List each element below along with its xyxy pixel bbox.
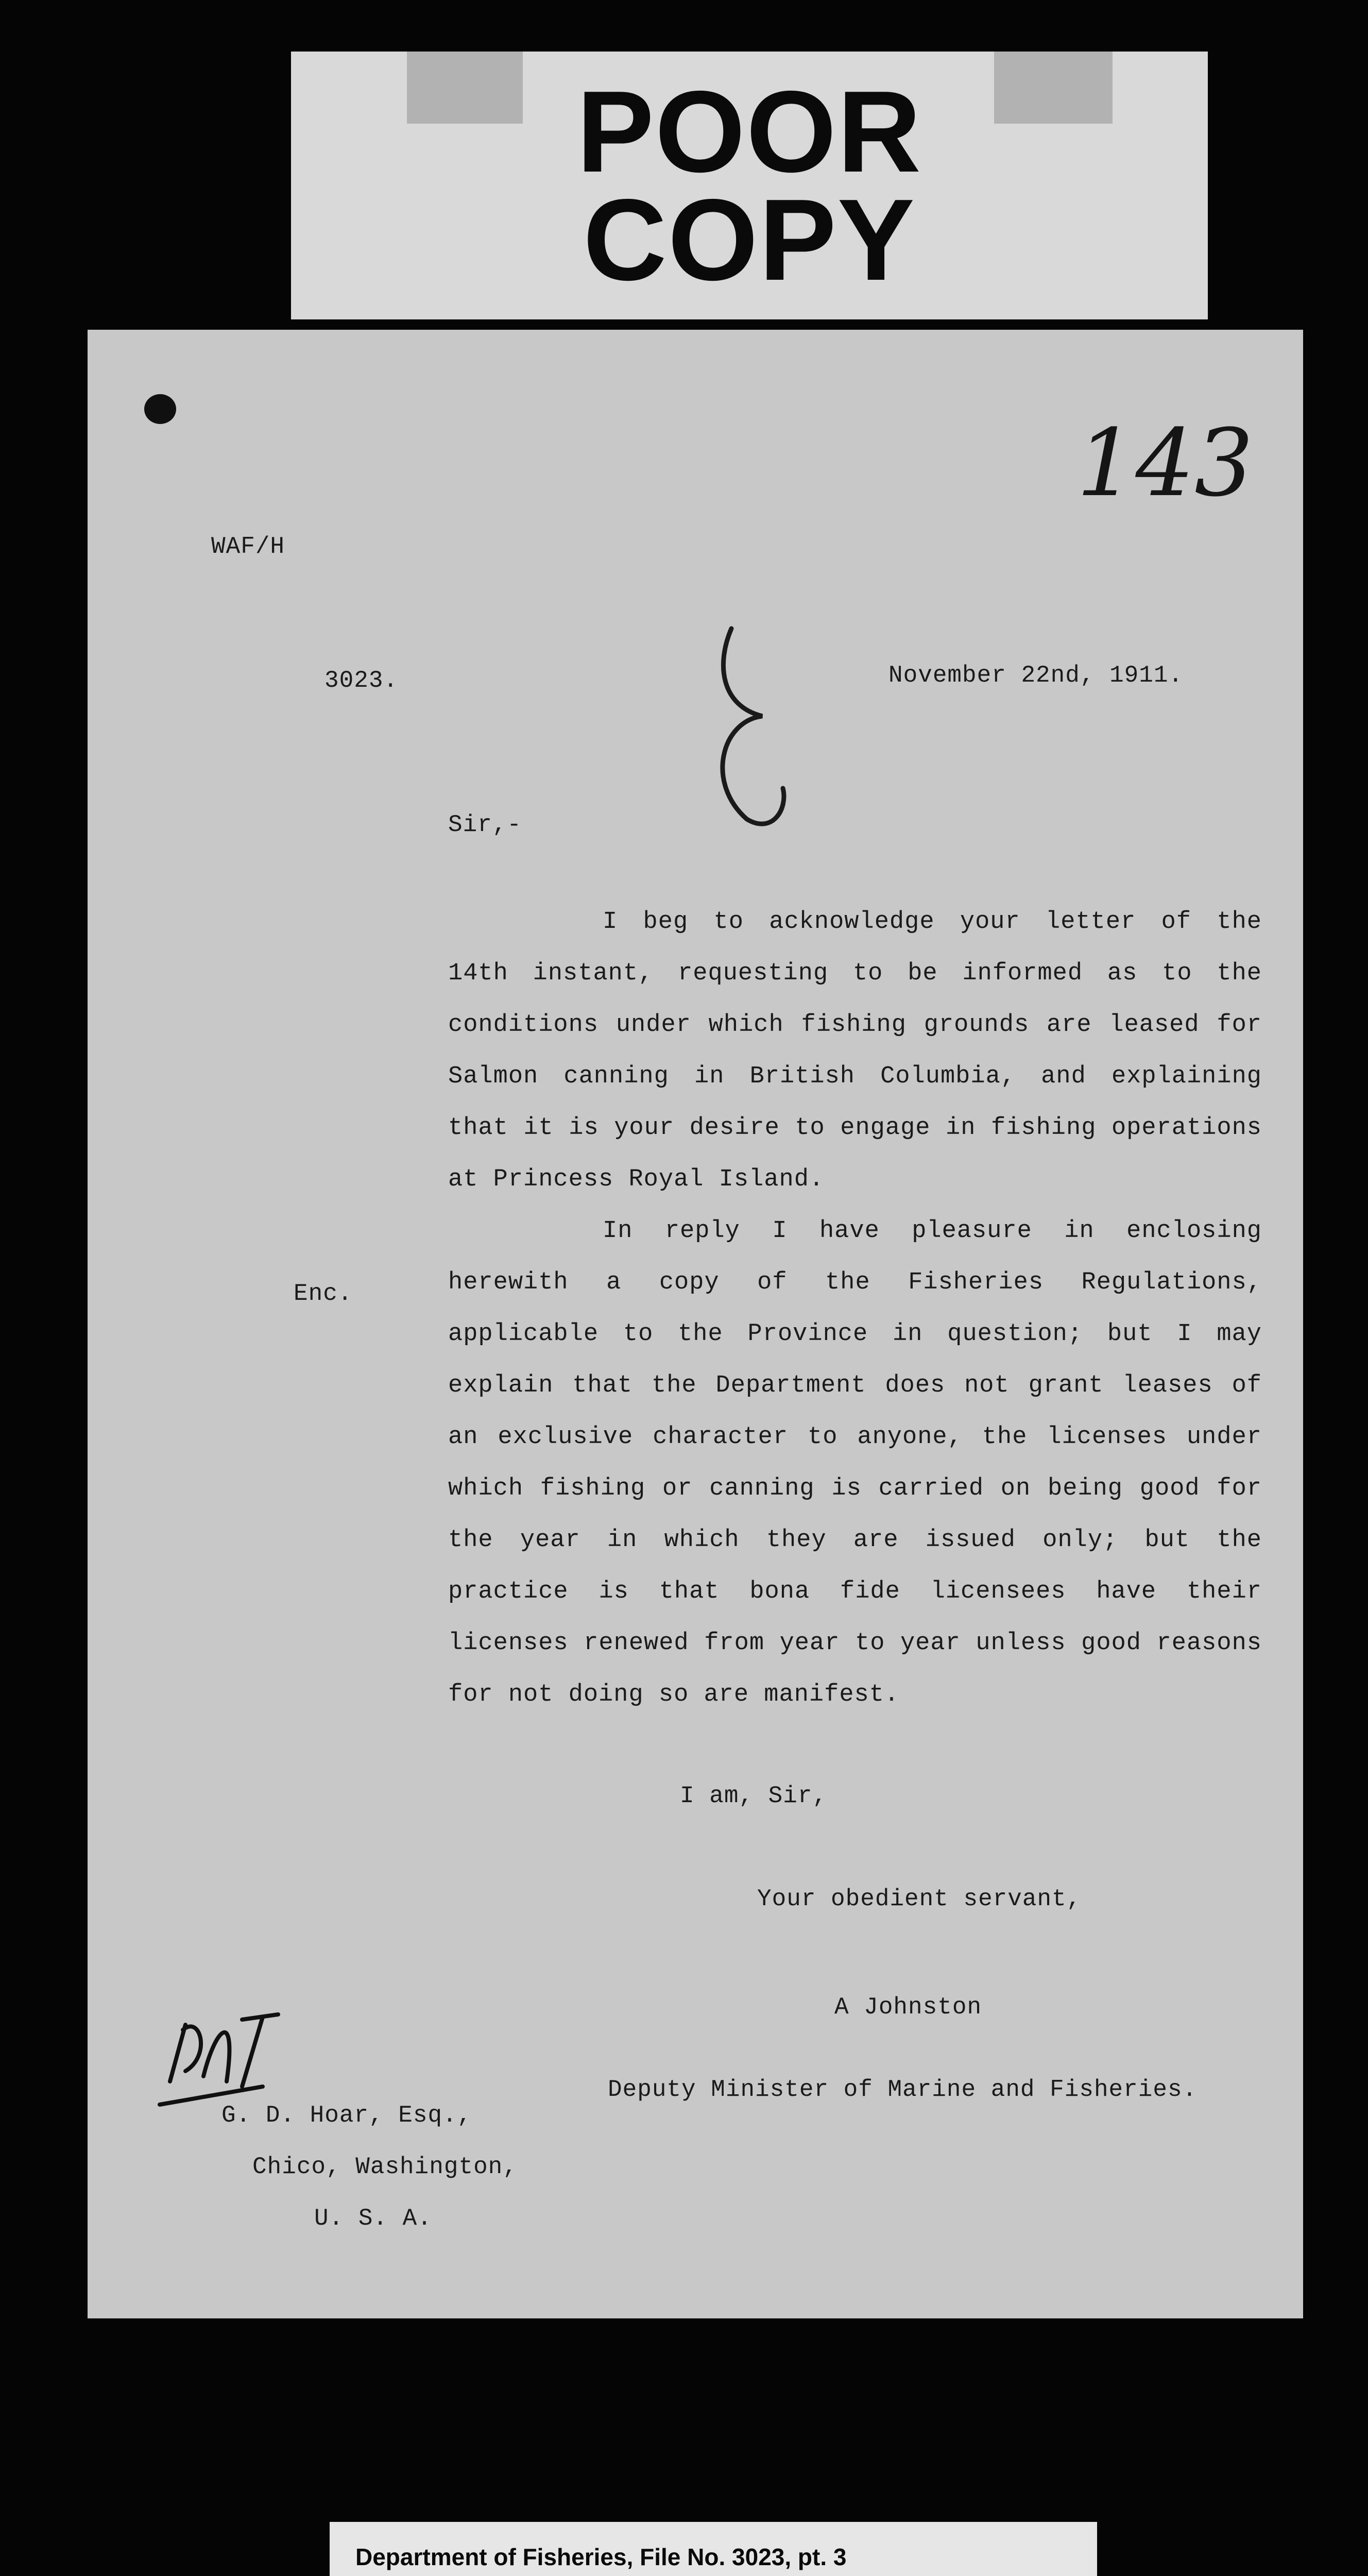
enclosure-note: Enc.: [294, 1280, 353, 1307]
folio-number: 143: [1076, 410, 1254, 517]
addressee-city: Chico, Washington,: [252, 2154, 518, 2180]
tape-mark: [407, 52, 523, 124]
complimentary-close: Your obedient servant,: [757, 1886, 1082, 1912]
addressee-country: U. S. A.: [314, 2205, 432, 2232]
tape-mark: [994, 52, 1113, 124]
addressee-name: G. D. Hoar, Esq.,: [221, 2102, 472, 2129]
reference-initials: WAF/H: [211, 533, 285, 560]
signatory-name: A Johnston: [834, 1994, 982, 2021]
paragraph-1: I beg to acknowledge your letter of the 14th instant, requesting to be informed as to the conditions under which fishing grounds are leased for Salmon canning in British Columbia, and explaining that it is your desire to engage in fishing operations at Princess Royal Island.: [448, 908, 1262, 1193]
file-number: 3023.: [324, 667, 399, 694]
initials-signature: [155, 1994, 309, 2112]
poor-copy-banner: [291, 52, 1208, 319]
paragraph-2: In reply I have pleasure in enclosing herewith a copy of the Fisheries Regulations, applicable to the Province in question; but I may explain that the Department does not grant leases of an exclusive character to anyone, the licenses under which fishing or canning is carried on being good for the year in which they are issued only; but the practice is that bona fide licensees have their licenses renewed from year to year unless good reasons for not doing so are manifest.: [448, 1217, 1262, 1708]
poor-copy-line2: COPY: [583, 175, 916, 304]
signatory-title: Deputy Minister of Marine and Fisheries.: [608, 2076, 1198, 2103]
punch-hole: [144, 394, 176, 424]
file-label-text: Department of Fisheries, File No. 3023, pt. 3: [355, 2543, 847, 2570]
letter-sheet: [88, 330, 1303, 2318]
letter-body: [448, 896, 1262, 1721]
handwritten-mark: [700, 618, 803, 835]
salutation: Sir,-: [448, 811, 522, 838]
poor-copy-line1: POOR: [576, 66, 922, 196]
file-label: [330, 2522, 1097, 2576]
letter-date: November 22nd, 1911.: [888, 662, 1184, 689]
closing: I am, Sir,: [680, 1783, 828, 1809]
